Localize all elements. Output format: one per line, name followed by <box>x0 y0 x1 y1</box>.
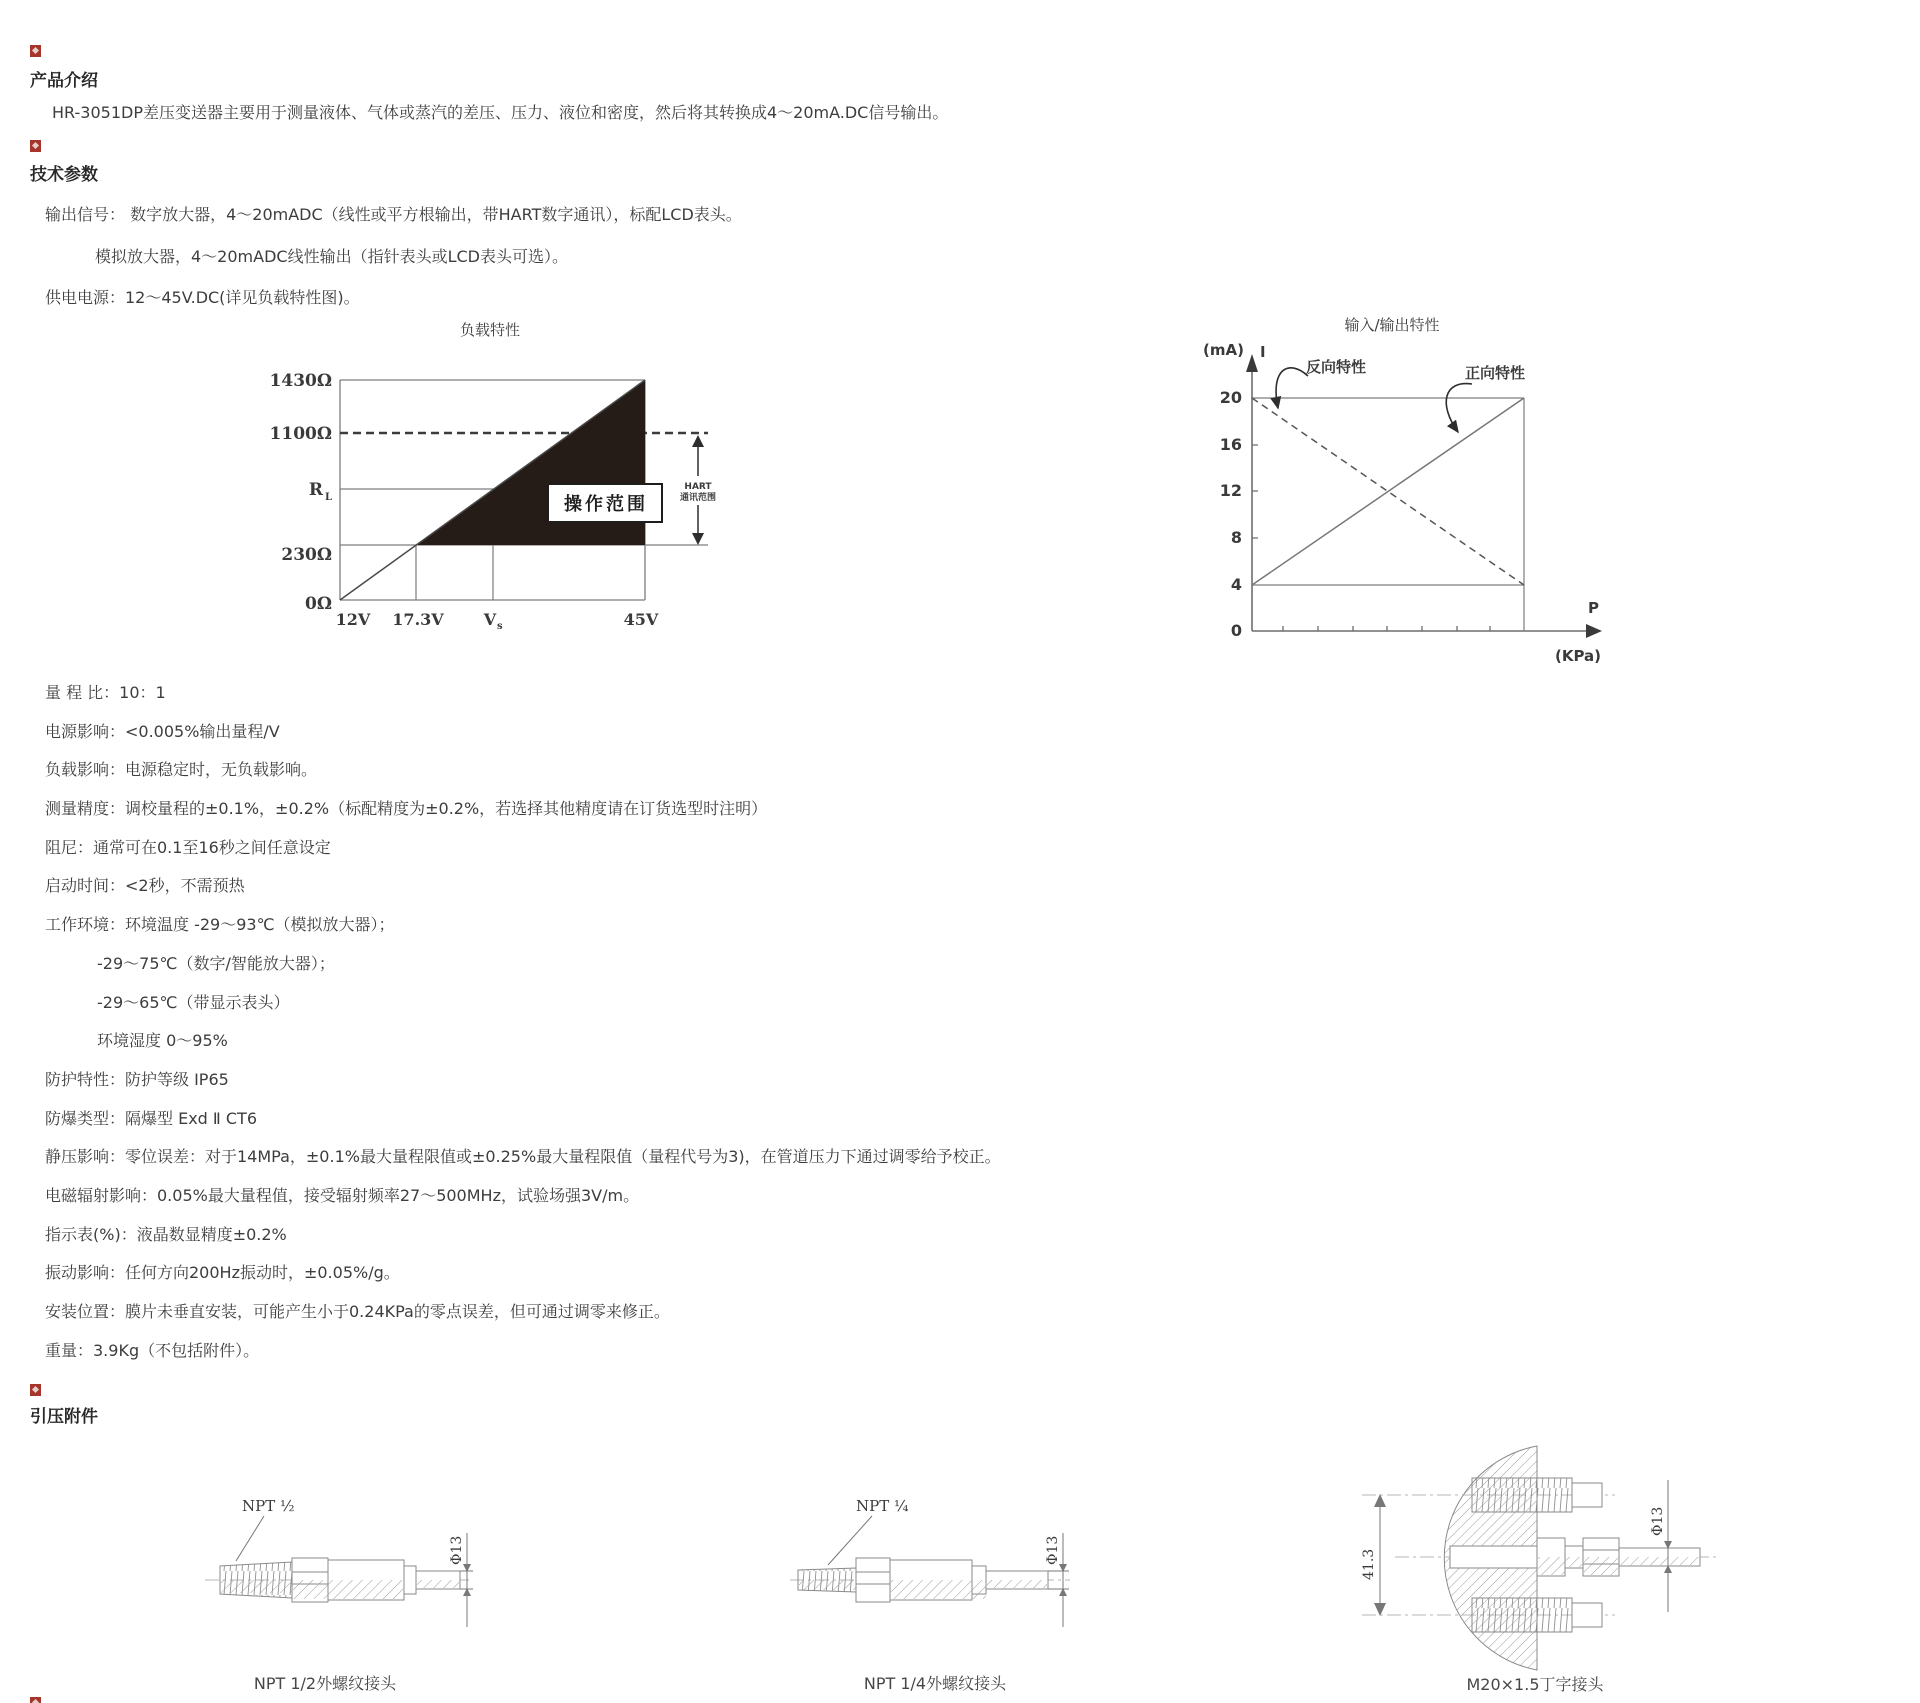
diameter-label: Φ13 <box>1045 1535 1061 1565</box>
spec-line: 指示表(%)：液晶数显精度±0.2% <box>45 1224 287 1244</box>
spec-line: 测量精度：调校量程的±0.1%，±0.2%（标配精度为±0.2%，若选择其他精度请在订货选型时注明） <box>45 799 768 819</box>
thread-size-label: NPT ½ <box>242 1497 295 1515</box>
spec-line: 振动影响：任何方向200Hz振动时，±0.05%/g。 <box>45 1263 400 1283</box>
tech-section-title: 技术参数 <box>30 165 98 185</box>
spec-line: 量 程 比：10：1 <box>45 683 166 702</box>
xtick-vs: V <box>483 610 497 629</box>
tech-line-analog-amp: 模拟放大器，4～20mADC线性输出（指针表头或LCD表头可选）。 <box>95 247 568 266</box>
leader-line <box>236 1516 264 1561</box>
xtick-vs-subscript: s <box>497 621 503 632</box>
fitting-caption: NPT 1/4外螺纹接头 <box>863 1674 1007 1693</box>
section-bullet-icon <box>30 1697 41 1703</box>
spec-line: 重量：3.9Kg（不包括附件）。 <box>45 1340 260 1360</box>
intro-section-title: 产品介绍 <box>30 71 98 91</box>
x-axis-unit: (KPa) <box>1554 647 1602 665</box>
section-bullet-icon <box>30 140 41 152</box>
spec-line: 工作环境：环境温度 -29～93℃（模拟放大器）； <box>45 915 395 935</box>
ytick-1430: 1430Ω <box>269 371 332 391</box>
forward-characteristic-label: 正向特性 <box>1465 364 1526 382</box>
hart-range-label-line1: HART <box>684 482 712 492</box>
diameter-label: Φ13 <box>1650 1506 1666 1536</box>
y-axis-unit: (mA) <box>1203 341 1244 359</box>
section-hatch <box>1538 1557 1565 1575</box>
section-hatch <box>293 1580 403 1599</box>
bolt-spacing-label: 41.3 <box>1361 1548 1377 1580</box>
spec-line: 防爆类型：隔爆型 Exd Ⅱ CT6 <box>45 1108 257 1128</box>
io-chart-title: 输入/输出特性 <box>1344 316 1440 334</box>
xtick-45v: 45V <box>623 610 659 629</box>
section-hatch <box>891 1580 986 1599</box>
ytick-8: 8 <box>1230 528 1242 547</box>
spec-line: 静压影响：零位误差：对于14MPa，±0.1%最大量程限值或±0.25%最大量程限值（量程代号为3)，在管道压力下通过调零给予校正。 <box>45 1147 1001 1167</box>
fitting-body <box>798 1558 1048 1602</box>
spec-line: 启动时间：<2秒，不需预热 <box>45 876 245 896</box>
y-axis-symbol: I <box>1260 343 1266 361</box>
section-hatch <box>987 1580 1047 1588</box>
fittings-section-title: 引压附件 <box>30 1407 98 1427</box>
fitting-drawing-npt-half <box>180 1475 480 1703</box>
section-hatch <box>221 1580 292 1593</box>
tech-line-power-supply: 供电电源：12～45V.DC(详见负载特性图)。 <box>45 288 360 307</box>
fitting-body <box>220 1558 460 1602</box>
flange-bolt <box>1472 1478 1602 1512</box>
ytick-rl-subscript: L <box>325 492 333 503</box>
ytick-12: 12 <box>1219 481 1242 500</box>
section-hatch <box>1566 1557 1582 1567</box>
tech-line-output-signal: 输出信号： 数字放大器，4～20mADC（线性或平方根输出，带HART数字通讯），标配LCD表头。 <box>45 205 742 224</box>
ytick-16: 16 <box>1219 435 1242 454</box>
x-axis-symbol: P <box>1588 599 1599 617</box>
io-chart-frame <box>1252 398 1524 631</box>
intro-paragraph: HR-3051DP差压变送器主要用于测量液体、气体或蒸汽的差压、压力、液位和密度，然后将其转换成4～20mA.DC信号输出。 <box>52 103 949 122</box>
ytick-0: 0 <box>1230 621 1242 640</box>
hart-range-arrow <box>680 435 716 545</box>
spec-line-continuation: -29～75℃（数字/智能放大器）； <box>97 953 335 973</box>
ytick-230: 230Ω <box>281 545 332 565</box>
fitting-caption: M20×1.5丁字接头 <box>1466 1675 1604 1694</box>
reverse-characteristic-label: 反向特性 <box>1306 358 1367 376</box>
thread-size-label: NPT ¼ <box>856 1497 909 1515</box>
section-bullet-icon <box>30 1384 41 1396</box>
xtick-17-3v: 17.3V <box>392 610 444 629</box>
load-characteristic-chart <box>230 308 730 653</box>
hart-range-label-line2: 通讯范围 <box>679 493 717 503</box>
io-chart-axes <box>1246 354 1602 638</box>
diameter-label: Φ13 <box>449 1535 465 1565</box>
ytick-4: 4 <box>1230 575 1242 594</box>
spec-line: 防护特性：防护等级 IP65 <box>45 1069 229 1089</box>
ytick-rl: R <box>308 480 323 500</box>
fitting-caption: NPT 1/2外螺纹接头 <box>253 1674 397 1693</box>
ytick-1100: 1100Ω <box>269 424 332 444</box>
section-hatch <box>1584 1557 1618 1575</box>
fitting-drawing-npt-quarter <box>770 1475 1090 1703</box>
ytick-0: 0Ω <box>305 594 332 614</box>
spec-line: 负载影响：电源稳定时，无负载影响。 <box>45 760 318 780</box>
xtick-12v: 12V <box>335 610 371 629</box>
flange-bolt <box>1472 1598 1602 1632</box>
operating-range-label: 操作范围 <box>564 494 648 515</box>
spec-line-continuation: -29～65℃（带显示表头） <box>97 992 290 1012</box>
bolt-spacing-dimension <box>1361 1494 1386 1616</box>
section-hatch <box>799 1580 856 1590</box>
io-characteristic-chart <box>1140 308 1640 688</box>
spec-line: 安装位置：膜片未垂直安装，可能产生小于0.24KPa的零点误差，但可通过调零来修正。 <box>45 1302 670 1321</box>
spec-line: 阻尼：通常可在0.1至16秒之间任意设定 <box>45 837 331 857</box>
reverse-annotation-arrow <box>1276 368 1308 408</box>
section-bullet-icon <box>30 45 41 57</box>
spec-line: 电磁辐射影响：0.05%最大量程值，接受辐射频率27～500MHz，试验场强3V/m。 <box>45 1185 640 1205</box>
load-chart-title: 负载特性 <box>459 321 521 339</box>
forward-annotation-arrow <box>1446 384 1472 432</box>
voltage-reference-lines <box>416 545 493 600</box>
ytick-20: 20 <box>1219 388 1242 407</box>
diameter-dimension <box>1650 1480 1672 1612</box>
spec-list <box>45 674 1001 1370</box>
section-hatch <box>1620 1557 1699 1565</box>
spec-line: 电源影响：<0.005%输出量程/V <box>45 721 280 741</box>
fitting-drawing-m20-tee <box>1300 1440 1730 1703</box>
section-hatch <box>417 1580 459 1588</box>
spec-line-continuation: 环境湿度 0～95% <box>97 1031 228 1051</box>
